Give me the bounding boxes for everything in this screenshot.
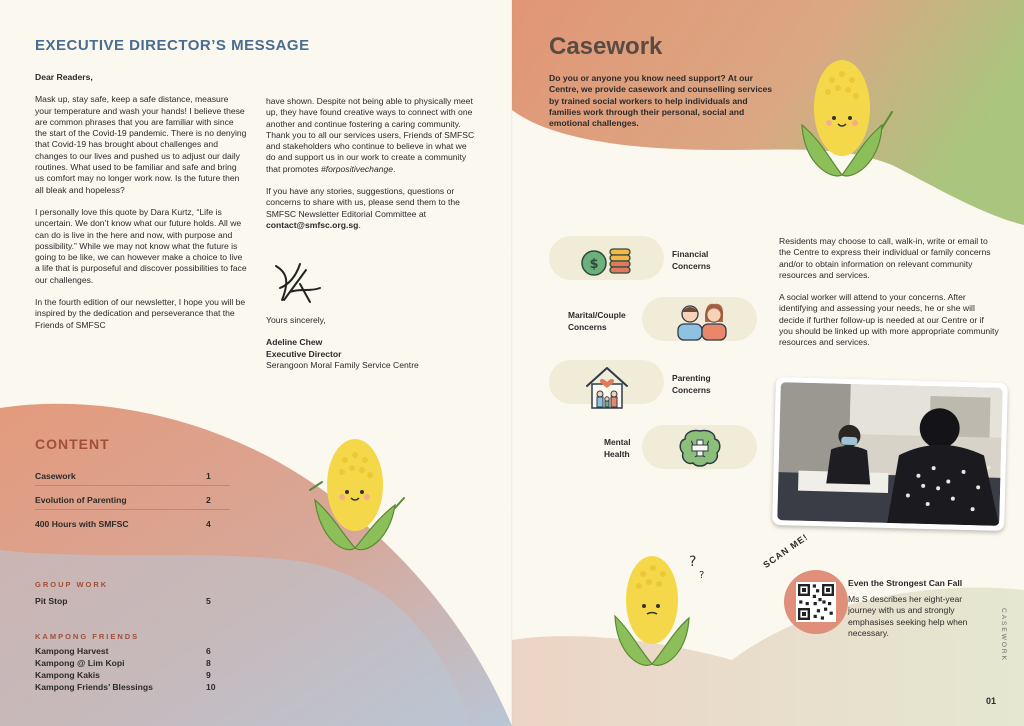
message-paragraph: In the fourth edition of our newsletter, I hope you will be inspired by the dedication and perseverance that the Friends of SMFSC xyxy=(35,297,246,330)
svg-text:$: $ xyxy=(589,257,599,272)
message-paragraph: If you have any stories, suggestions, questions or concerns to share with us, please send them to the SMFSC Newsletter Editorial Committee at contact@smfsc.org.sg. xyxy=(266,186,460,230)
section-label-kampong-friends: KAMPONG FRIENDS xyxy=(35,632,140,641)
toc-item[interactable]: Pit Stop 5 xyxy=(35,596,211,606)
page-title: EXECUTIVE DIRECTOR’S MESSAGE xyxy=(35,37,310,54)
couple-icon xyxy=(672,300,732,342)
corn-mascot-icon xyxy=(782,50,902,190)
message-column-1 xyxy=(35,72,247,342)
divider xyxy=(35,509,230,510)
coins-icon xyxy=(580,243,634,279)
toc-item[interactable]: Kampong Friends’ Blessings 10 xyxy=(35,682,216,692)
svg-text:?: ? xyxy=(699,570,705,581)
counselling-photo xyxy=(772,377,1008,531)
message-paragraph: I personally love this quote by Dara Kurtz, “Life is uncertain. We don’t know what our future holds. All we can do is live in the here and now, with purpose and possibility.” While we may not know what the future is going to be like, we can however make a choice to live a life that is purposeful and discover possibilities to face our challenges. xyxy=(35,206,247,285)
casework-title: Casework xyxy=(549,33,663,60)
closing: Yours sincerely, xyxy=(266,315,326,325)
signer-name: Adeline Chew xyxy=(266,337,323,348)
hashtag: #forpositivechange xyxy=(320,163,394,174)
message-paragraph: have shown. Despite not being able to physically meet up, they have found creative ways to connect with one another and continue fostering a caring community. Thank you to all our services users, Friends of SMFSC and stakeholders who continue to believe in what we do and support us in our work to create a community that promotes #forpositivechange. xyxy=(266,96,475,174)
corn-mascot-icon xyxy=(300,430,410,560)
family-house-icon xyxy=(582,362,632,412)
brain-icon xyxy=(677,427,723,469)
story-title: Even the Strongest Can Fall xyxy=(848,578,963,588)
toc-item[interactable]: Kampong Harvest 6 xyxy=(35,646,211,656)
toc-item[interactable]: Kampong @ Lim Kopi 8 xyxy=(35,658,211,668)
residents-paragraph: Residents may choose to call, walk-in, write or email to the Centre to express their individual or family concerns and/or to obtain information on relevant community resources and services. xyxy=(779,236,991,280)
signer-role: Executive Director xyxy=(266,348,342,359)
email-link[interactable]: contact@smfsc.org.sg xyxy=(266,219,359,230)
concern-label-mental-health: Mental Health xyxy=(604,437,631,459)
toc-item[interactable]: Casework 1 xyxy=(35,471,211,481)
toc-item[interactable]: Kampong Kakis 9 xyxy=(35,670,211,680)
corn-mascot-icon xyxy=(597,548,717,678)
message-paragraph: Mask up, stay safe, keep a safe distance, measure your temperature and wash your hands! I believe these are common phrases that you are familiar with since the start of the Covid-19 pandemic. There is no denying that Covid-19 has brought about challenges and changes to our lives and pushed us to adjust our daily routines. What used to be familiar and safe and bring us comfort may no longer work now. Is the future then all bleak and hopeless? xyxy=(35,94,247,195)
story-description: Ms S describes her eight-year journey with us and strongly emphasises seeking help when necessary. xyxy=(848,594,968,638)
counselling-photo-image xyxy=(777,382,1003,526)
section-side-label: CASEWORK xyxy=(1000,608,1007,662)
divider xyxy=(35,485,230,486)
section-label-group-work: GROUP WORK xyxy=(35,580,109,589)
concern-label-marital: Marital/Couple Concerns xyxy=(568,310,626,332)
message-column-2 xyxy=(266,96,476,242)
signer-org: Serangoon Moral Family Service Centre xyxy=(266,359,419,370)
concern-label-financial: Financial Concerns xyxy=(672,249,711,271)
page-number: 01 xyxy=(986,696,997,706)
signature xyxy=(270,258,330,308)
content-title: CONTENT xyxy=(35,436,110,452)
casework-intro: Do you or anyone you know need support? At our Centre, we provide casework and counselling services by trained social workers to help individuals and families work through their personal, social and emotional challenges. xyxy=(549,73,773,129)
qr-code-icon[interactable] xyxy=(796,582,836,622)
toc-item[interactable]: 400 Hours with SMFSC 4 xyxy=(35,519,211,529)
right-page xyxy=(512,0,1024,726)
social-worker-paragraph: A social worker will attend to your concerns. After identifying and assessing your needs, he or she will decide if further follow-up is needed at our Centre or if you should be linked up with more appropriate community resources and services. xyxy=(779,292,999,348)
scan-me-label: SCAN ME! xyxy=(761,531,811,570)
toc-item[interactable]: Evolution of Parenting 2 xyxy=(35,495,211,505)
svg-text:?: ? xyxy=(689,554,697,570)
salutation: Dear Readers, xyxy=(35,72,93,82)
casework-description xyxy=(779,236,999,360)
page-spine xyxy=(511,0,513,726)
signature-block xyxy=(266,315,419,371)
concern-label-parenting: Parenting Concerns xyxy=(672,373,711,395)
